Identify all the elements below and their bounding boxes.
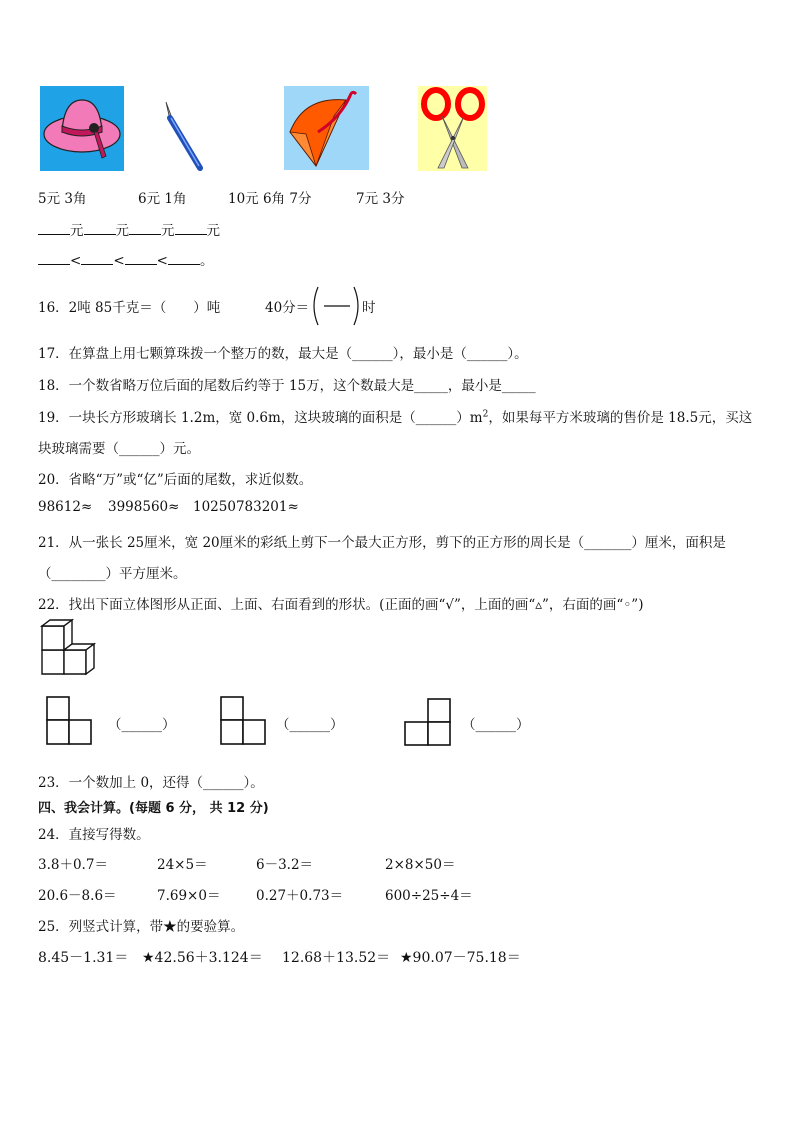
q20-item: 3998560≈ — [108, 499, 180, 515]
q19-text: 19．一块长方形玻璃长 1.2m，宽 0.6m，这块玻璃的面积是（______）m — [38, 410, 483, 426]
q16-text-a: 16．2吨 85千克＝（ ）吨 — [38, 300, 221, 316]
price-umbrella: 10元 6角 7分 — [228, 191, 312, 207]
q20-item: 98612≈ — [38, 499, 93, 515]
calc-item: 7.69×0＝ — [157, 888, 221, 904]
answer-blank[interactable] — [125, 252, 157, 265]
answer-blank[interactable] — [81, 252, 113, 265]
vertical-calc-item: 8.45－1.31＝ — [38, 950, 129, 966]
unit-label: 元 — [206, 223, 220, 239]
calc-item: 24×5＝ — [157, 857, 208, 873]
q20-prompt: 20．省略“万”或“亿”后面的尾数，求近似数。 — [38, 472, 313, 488]
unit-label: 元 — [70, 223, 84, 239]
calc-item: 3.8＋0.7＝ — [38, 857, 108, 873]
q18: 18．一个数省略万位后面的尾数后约等于 15万，这个数最大是_____，最小是_____ — [38, 378, 536, 394]
answer-blank[interactable] — [38, 222, 70, 235]
vertical-calc-item: ★42.56＋3.124＝ — [142, 950, 263, 966]
order-blanks-row — [38, 249, 213, 269]
answer-blank[interactable] — [168, 252, 200, 265]
q24-prompt: 24．直接写得数。 — [38, 827, 150, 843]
scissors-picture — [418, 86, 487, 171]
q19-line1 — [38, 406, 752, 426]
q19-text: ，如果每平方米玻璃的售价是 18.5元，买这 — [488, 410, 753, 426]
q21-line1: 21．从一张长 25厘米，宽 20厘米的彩纸上剪下一个最大正方形，剪下的正方形的周长是（_______）厘米，面积是 — [38, 535, 726, 551]
answer-blank-c[interactable]: （______） — [462, 717, 530, 733]
less-than-sign: < — [156, 253, 168, 269]
section-4-heading: 四、我会计算。(每题 6 分， 共 12 分) — [38, 801, 269, 816]
calc-item: 600÷25÷4＝ — [385, 888, 473, 904]
view-shape-a — [46, 696, 94, 746]
answer-blank[interactable] — [175, 222, 207, 235]
vertical-calc-item: ★90.07－75.18＝ — [400, 950, 521, 966]
q20-item: 10250783201≈ — [193, 499, 299, 515]
pen-picture — [160, 98, 208, 173]
calc-item: 20.6－8.6＝ — [38, 888, 117, 904]
q23: 23．一个数加上 0，还得（______）。 — [38, 775, 264, 791]
q19-line2: 块玻璃需要（______）元。 — [38, 441, 200, 457]
price-hat: 5元 3角 — [38, 191, 87, 207]
unit-label: 元 — [115, 223, 129, 239]
q16-text-b: 40分＝ — [265, 300, 310, 316]
period: 。 — [199, 253, 214, 269]
q22-prompt: 22．找出下面立体图形从正面、上面、右面看到的形状。(正面的画“√”，上面的画“▵”，右面的画“◦”) — [38, 597, 644, 613]
answer-blank-a[interactable]: （______） — [108, 717, 176, 733]
answer-blank[interactable] — [84, 222, 116, 235]
calc-item: 0.27＋0.73＝ — [256, 888, 344, 904]
calc-item: 6－3.2＝ — [256, 857, 314, 873]
vertical-calc-item: 12.68＋13.52＝ — [282, 950, 391, 966]
q21-line2: （________）平方厘米。 — [38, 566, 187, 582]
q25-prompt: 25．列竖式计算，带★的要验算。 — [38, 919, 245, 935]
fraction-blank[interactable] — [310, 285, 362, 327]
q17: 17．在算盘上用七颗算珠拨一个整万的数，最大是（______），最小是（______）。 — [38, 346, 528, 362]
unit-label: 元 — [161, 223, 175, 239]
answer-blank[interactable] — [38, 252, 70, 265]
umbrella-picture — [284, 86, 369, 170]
price-scissors: 7元 3分 — [356, 191, 405, 207]
view-shape-c — [404, 698, 452, 748]
price-pen: 6元 1角 — [138, 191, 187, 207]
calc-item: 2×8×50＝ — [385, 857, 456, 873]
yuan-blanks-row — [38, 219, 220, 239]
answer-blank[interactable] — [129, 222, 161, 235]
hat-picture — [40, 86, 124, 171]
less-than-sign: < — [70, 253, 82, 269]
answer-blank-b[interactable]: （______） — [276, 717, 344, 733]
less-than-sign: < — [113, 253, 125, 269]
view-shape-b — [220, 696, 268, 746]
q16-unit: 时 — [362, 300, 376, 316]
cube-figure — [40, 618, 102, 676]
square-superscript: 2 — [482, 409, 489, 420]
